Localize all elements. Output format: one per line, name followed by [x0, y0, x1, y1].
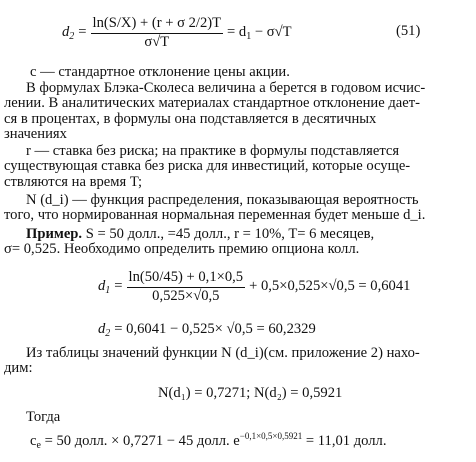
d2-lhs: $d_2$	[98, 321, 111, 339]
paragraph-risk-free-rate: r — ставка без риска; на практике в формулы подставляется существующая ставка без риска для инвестиций, которые осуще- ствляются на время T;	[4, 143, 411, 190]
word-then: Тогда	[26, 409, 61, 425]
d1-numerator: ln(50/45) + 0,1×0,5	[127, 270, 246, 287]
example-label: Пример.	[26, 226, 83, 242]
eq51-equals: =	[78, 24, 87, 41]
d2-rest: = 0,6041 − 0,525× √0,5 = 60,2329	[114, 321, 316, 337]
eq51-denominator: σ√T	[144, 33, 170, 50]
equation-51	[62, 6, 292, 60]
equation-number: (51)	[396, 23, 421, 39]
paragraph-example: Пример. S = 50 долл., =45 долл., r = 10%, T= 6 месяцев, σ= 0,525. Необходимо определить премию опциона колл.	[4, 226, 375, 258]
equation-d1: $d_1$ = $\frac{\ln(50/45) + 0,1\times 0,5}{0,525\times√0,5}$ + 0,5×0,525×√0,5 = 0,6041	[98, 269, 411, 304]
paragraph-sigma-def: с — стандартное отклонение цены акции.	[30, 64, 290, 80]
d1-lhs: $d_1$	[98, 278, 111, 297]
equation-n-values: N(d₁) = 0,7271; N(d₂) = 0,5921	[158, 385, 343, 401]
d1-rest: + 0,5×0,525×√0,5 = 0,6041	[249, 278, 411, 295]
eq51-rhs: = $d_1 - \sigma√T$	[227, 24, 292, 43]
d1-denominator: 0,525×√0,5	[152, 287, 220, 304]
paragraph-black-scholes: В формулах Блэка-Сколеса величина а берется в годовом исчис- лении. В аналитических материалах стандартное отклонение дает- ся в процентах, в формулы она подставляется в десятичных значениях	[4, 80, 426, 143]
eq51-numerator: ln(S/X) + (r + σ 2/2)T	[91, 16, 224, 33]
paragraph-table-lookup: Из таблицы значений функции N (d_i)(см. приложение 2) нахо- дим:	[4, 345, 420, 377]
equation-final: $c_e = 50$ долл. × 0,7271 − 45 долл. $e^{-0,1\times 0,5\times 0,5921} = 11,01$ долл.	[30, 431, 387, 451]
eq51-fraction	[91, 16, 224, 50]
paragraph-distribution: N (d_i) — функция распределения, показывающая вероятность того, что нормированная нормальная переменная будет меньше d_i.	[4, 192, 426, 224]
eq51-lhs: $d_2$	[62, 24, 75, 43]
equation-d2	[98, 322, 316, 337]
d1-fraction	[127, 270, 246, 304]
